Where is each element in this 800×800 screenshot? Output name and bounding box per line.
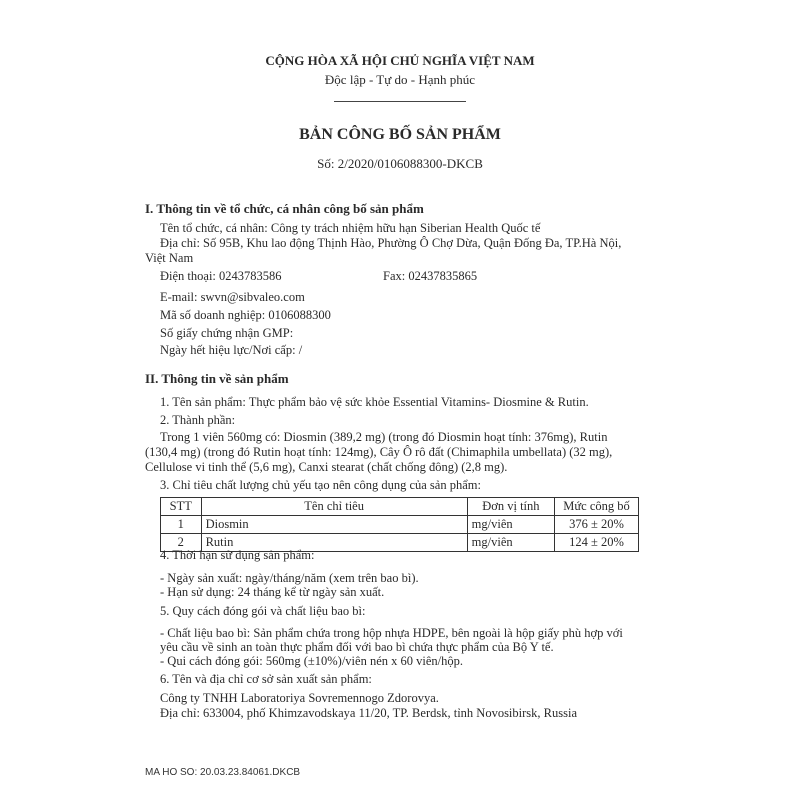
business-code: Mã số doanh nghiệp: 0106088300: [160, 308, 331, 322]
table-cell: 124 ± 20%: [555, 534, 639, 552]
quality-criteria-heading: 3. Chỉ tiêu chất lượng chủ yếu tạo nên công dụng của sản phẩm:: [160, 478, 481, 492]
expiry-date: Ngày hết hiệu lực/Nơi cấp: /: [160, 343, 303, 357]
organization-address: Địa chỉ: Số 95B, Khu lao động Thịnh Hào, Phường Ô Chợ Dừa, Quận Đống Đa, TP.Hà Nội,: [160, 236, 622, 250]
table-header-row: [161, 498, 639, 516]
table-cell: mg/viên: [467, 516, 554, 534]
table-cell: Diosmin: [201, 516, 467, 534]
table-cell: 1: [161, 516, 202, 534]
quality-criteria-table: [160, 497, 639, 552]
dossier-code: MA HO SO: 20.03.23.84061.DKCB: [145, 767, 301, 778]
manufacturer-name: Công ty TNHH Laboratoriya Sovremennogo Zdorovya.: [160, 691, 439, 705]
composition-line: Trong 1 viên 560mg có: Diosmin (389,2 mg) (trong đó Diosmin hoạt tính: 376mg), Rutin: [160, 430, 608, 444]
packaging-material-cont: yêu cầu về sinh an toàn thực phẩm đối với bao bì chứa thực phẩm của Bộ Y tế.: [160, 640, 554, 654]
national-motto: Độc lập - Tự do - Hạnh phúc: [324, 72, 476, 87]
header-divider: [334, 101, 466, 102]
email-address: E-mail: swvn@sibvaleo.com: [160, 290, 305, 304]
document-number: Số: 2/2020/0106088300-DKCB: [317, 156, 483, 171]
table-cell: 376 ± 20%: [555, 516, 639, 534]
column-header: Tên chỉ tiêu: [201, 498, 467, 516]
country-header: CỘNG HÒA XÃ HỘI CHỦ NGHĨA VIỆT NAM: [265, 53, 535, 68]
organization-name: Tên tổ chức, cá nhân: Công ty trách nhiệm hữu hạn Siberian Health Quốc tế: [160, 221, 541, 235]
document-title: BẢN CÔNG BỐ SẢN PHẨM: [299, 126, 501, 143]
section-2-heading: II. Thông tin về sản phẩm: [145, 371, 289, 386]
table-cell: Rutin: [201, 534, 467, 552]
table-cell: 2: [161, 534, 202, 552]
organization-address-cont: Việt Nam: [145, 251, 194, 265]
column-header: STT: [161, 498, 202, 516]
section-1-heading: I. Thông tin về tổ chức, cá nhân công bố sản phẩm: [145, 201, 424, 216]
table-cell: mg/viên: [467, 534, 554, 552]
product-name: 1. Tên sản phẩm: Thực phẩm bảo vệ sức khỏe Essential Vitamins- Diosmine & Rutin.: [160, 395, 589, 409]
column-header: Mức công bố: [555, 498, 639, 516]
phone-number: Điện thoại: 0243783586: [160, 269, 282, 283]
gmp-certificate: Số giấy chứng nhận GMP:: [160, 326, 294, 340]
composition-line: Cellulose vi tinh thể (5,6 mg), Canxi stearat (chất chống đông) (2,8 mg).: [145, 460, 508, 474]
packaging-spec: - Qui cách đóng gói: 560mg (±10%)/viên nén x 60 viên/hộp.: [160, 654, 463, 668]
composition-heading: 2. Thành phần:: [160, 413, 236, 427]
manufacturer-heading: 6. Tên và địa chỉ cơ sở sản xuất sản phẩm:: [160, 672, 372, 686]
manufacturer-address: Địa chỉ: 633004, phố Khimzavodskaya 11/20, TP. Berdsk, tỉnh Novosibirsk, Russia: [160, 706, 577, 720]
expiration-period: - Hạn sử dụng: 24 tháng kể từ ngày sản xuất.: [160, 585, 385, 599]
column-header: Đơn vị tính: [467, 498, 554, 516]
manufacture-date: - Ngày sản xuất: ngày/tháng/năm (xem trên bao bì).: [160, 571, 419, 585]
packaging-heading: 5. Quy cách đóng gói và chất liệu bao bì:: [160, 604, 366, 618]
composition-line: (130,4 mg) (trong đó Rutin hoạt tính: 124mg), Cây Ô rô đất (Chimaphila umbellata) (32 mg),: [145, 445, 613, 459]
table-row: [161, 516, 639, 534]
shelf-life-heading: 4. Thời hạn sử dụng sản phẩm:: [160, 548, 315, 562]
fax-number: Fax: 02437835865: [383, 269, 478, 283]
packaging-material: - Chất liệu bao bì: Sản phẩm chứa trong hộp nhựa HDPE, bên ngoài là hộp giấy phù hợp với: [160, 626, 623, 640]
